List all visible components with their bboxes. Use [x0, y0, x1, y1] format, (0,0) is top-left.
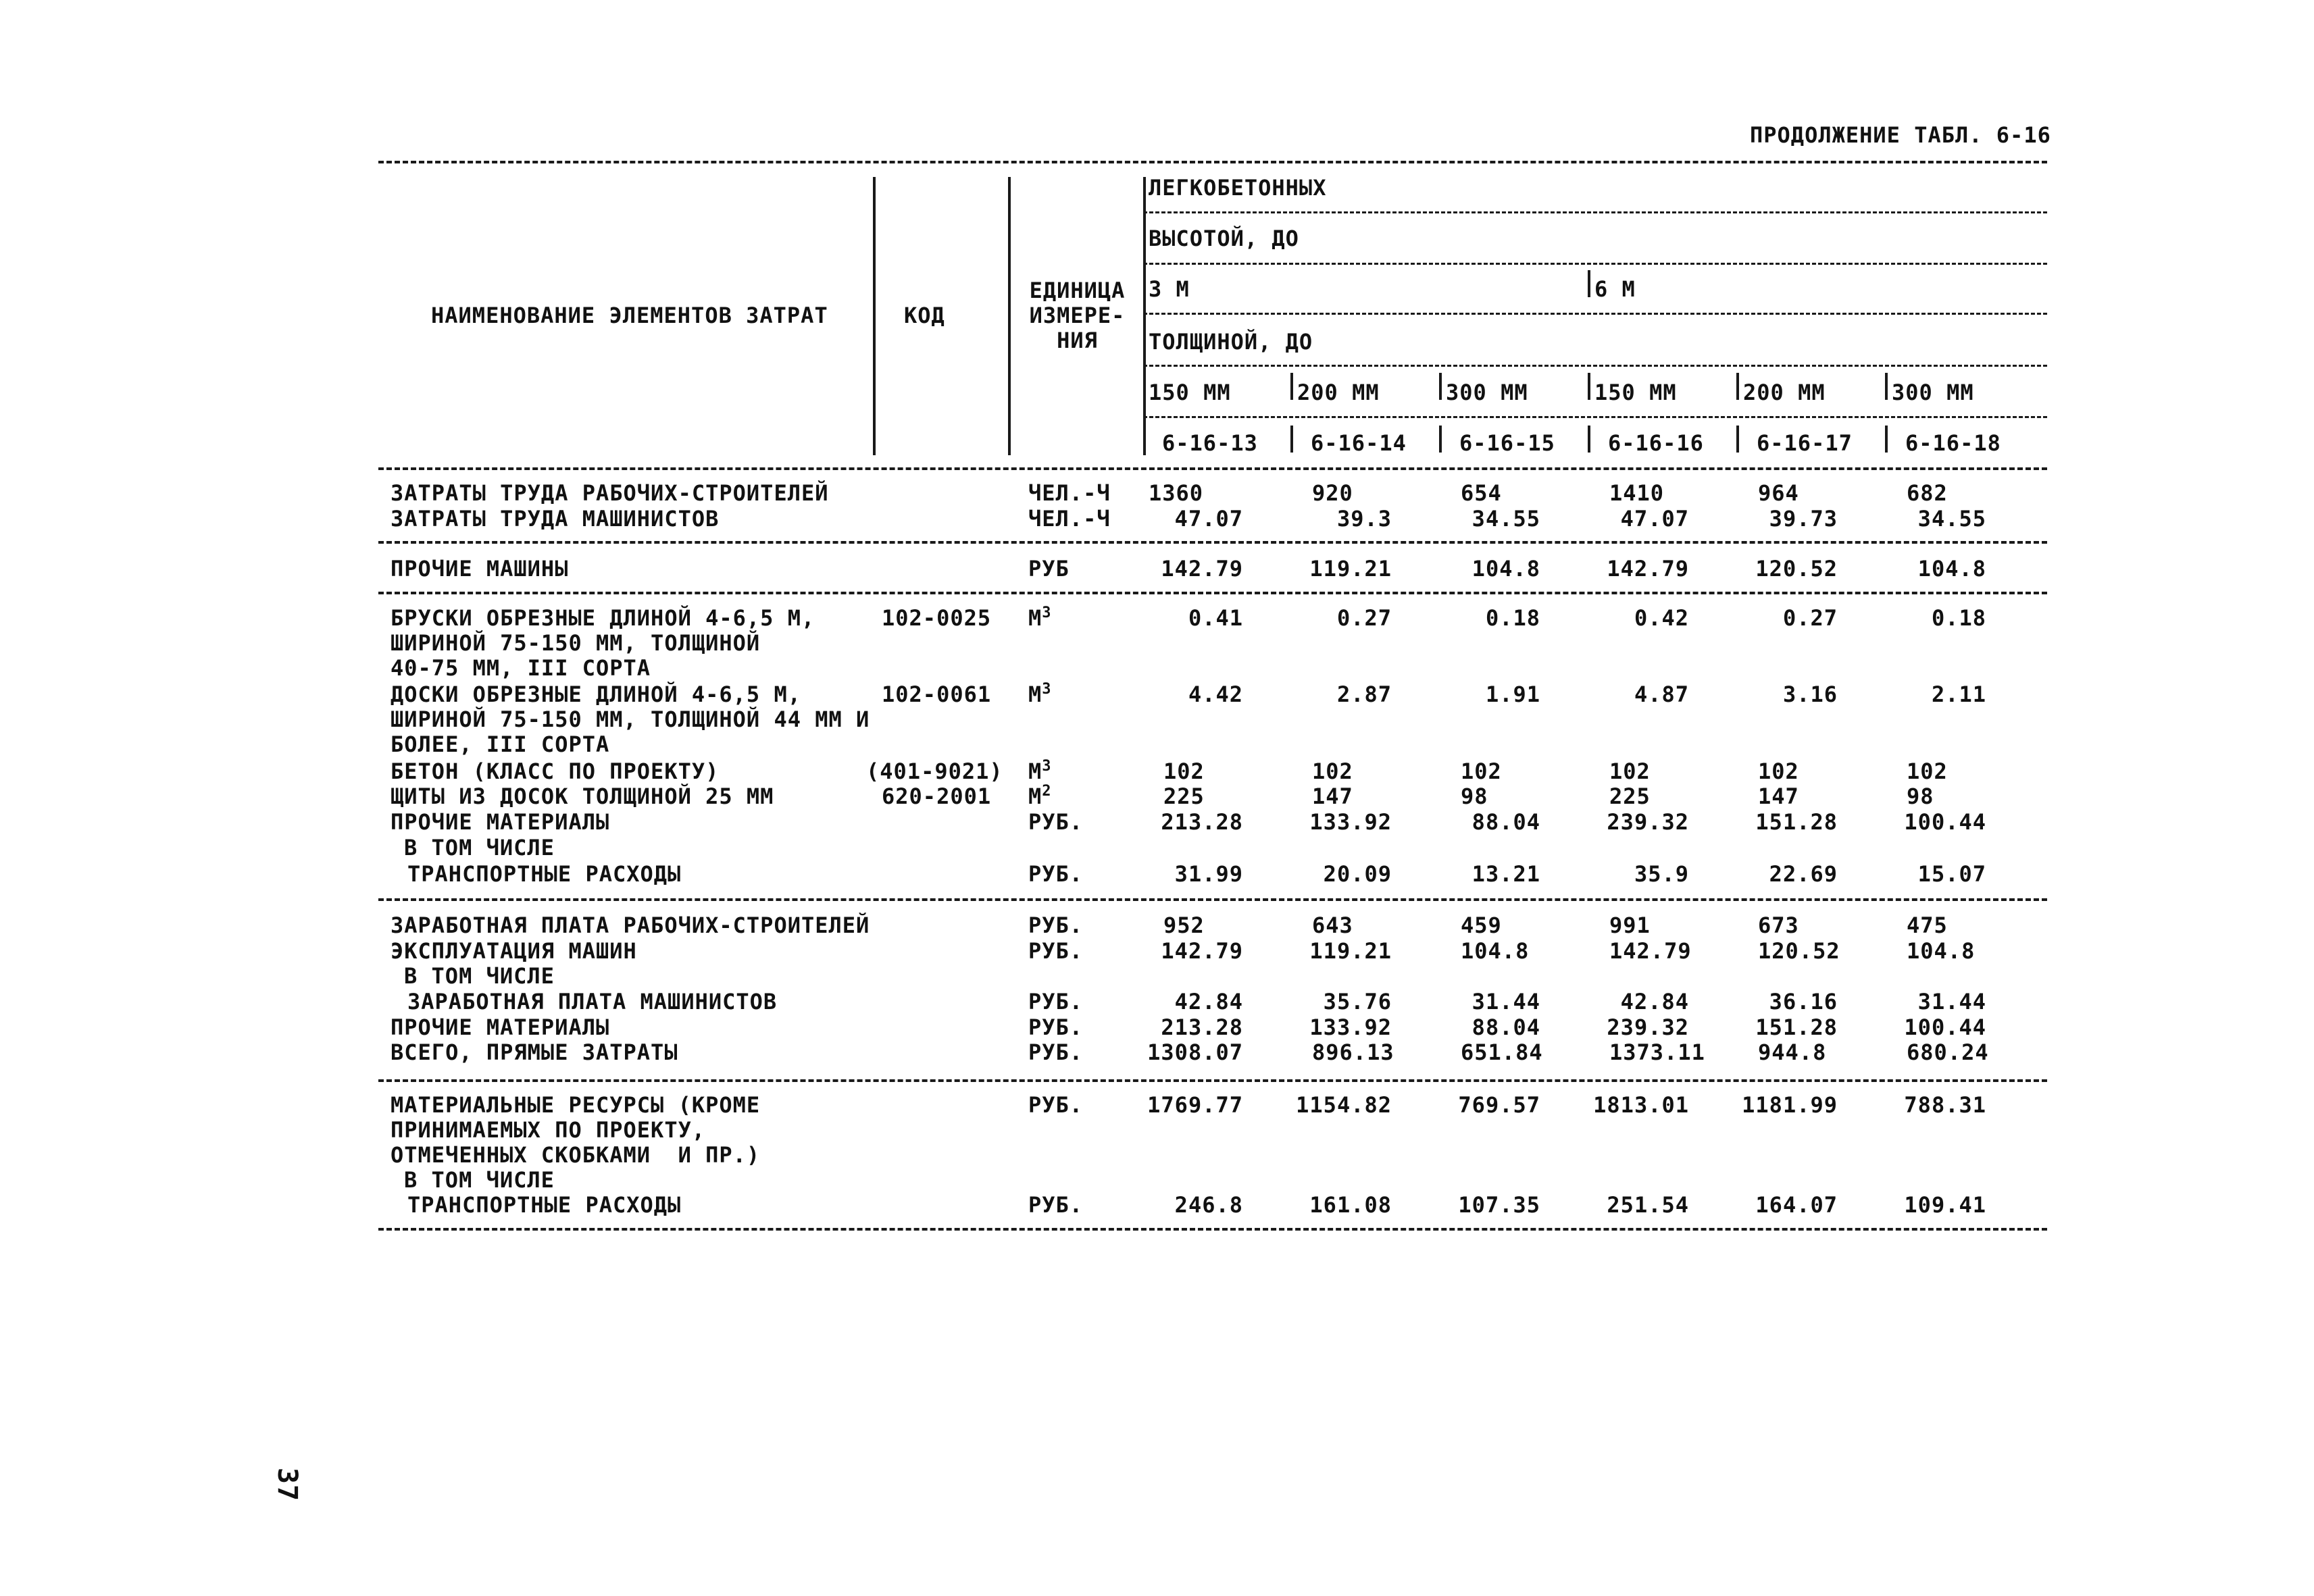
row-unit: РУБ.	[1028, 1014, 1084, 1040]
row-value: 251.54	[1607, 1192, 1689, 1218]
row-value: 102	[1758, 758, 1799, 784]
row-unit: ЧЕЛ.-Ч	[1028, 506, 1111, 532]
table-caption: ПРОДОЛЖЕНИЕ ТАБЛ. 6-16	[1750, 122, 2051, 148]
row-value: 142.79	[1161, 556, 1243, 582]
row-value: 651.84	[1461, 1039, 1543, 1065]
header-code: 6-16-14	[1311, 430, 1407, 456]
row-unit: РУБ.	[1028, 1092, 1084, 1118]
row-value: 1154.82	[1296, 1092, 1392, 1118]
row-unit: РУБ.	[1028, 861, 1084, 887]
row-value: 147	[1758, 783, 1799, 809]
row-code: (401-9021)	[866, 758, 1003, 784]
row-unit: ЧЕЛ.-Ч	[1028, 480, 1111, 506]
row-value: 100.44	[1904, 809, 1986, 835]
row-value: 673	[1758, 912, 1799, 938]
row-code: 102-0061	[882, 681, 992, 707]
header-group: ЛЕГКОБЕТОННЫХ	[1149, 175, 1327, 201]
row-value: 1813.01	[1593, 1092, 1689, 1118]
row-name: ПРОЧИЕ МАШИНЫ	[391, 556, 569, 582]
row-value: 2.11	[1931, 681, 1986, 707]
row-value: 1410	[1609, 480, 1665, 506]
row-unit: РУБ.	[1028, 1192, 1084, 1218]
row-unit: $М^3$	[1028, 604, 1052, 631]
row-value: 104.8	[1461, 938, 1530, 964]
row-value: 164.07	[1755, 1192, 1838, 1218]
row-value: 0.27	[1782, 605, 1838, 631]
row-name: ЩИТЫ ИЗ ДОСОК ТОЛЩИНОЙ 25 ММ	[391, 783, 774, 809]
row-unit: $М^3$	[1028, 758, 1052, 784]
header-rule	[1143, 365, 2047, 367]
row-name: В ТОМ ЧИСЛЕ	[404, 835, 555, 860]
header-divider	[1588, 426, 1590, 453]
row-value: 22.69	[1769, 861, 1838, 887]
row-value: 0.18	[1931, 605, 1986, 631]
header-thickness: 200 ММ	[1743, 380, 1826, 405]
row-value: 239.32	[1607, 1014, 1689, 1040]
row-value: 475	[1907, 912, 1948, 938]
row-value: 31.99	[1174, 861, 1243, 887]
row-name: ДОСКИ ОБРЕЗНЫЕ ДЛИНОЙ 4-6,5 М,	[391, 681, 801, 707]
row-value: 246.8	[1174, 1192, 1243, 1218]
row-name: В ТОМ ЧИСЛЕ	[404, 1167, 555, 1193]
header-divider	[1885, 373, 1888, 400]
header-divider	[1290, 373, 1293, 400]
row-value: 102	[1461, 758, 1502, 784]
page-number: 37	[272, 1467, 303, 1502]
row-value: 952	[1163, 912, 1205, 938]
row-unit: РУБ.	[1028, 989, 1084, 1014]
header-divider	[1736, 373, 1739, 400]
row-unit: $М^2$	[1028, 783, 1052, 809]
row-value: 88.04	[1472, 1014, 1540, 1040]
row-name: ВСЕГО, ПРЯМЫЕ ЗАТРАТЫ	[391, 1039, 678, 1065]
row-value: 643	[1312, 912, 1353, 938]
row-value: 31.44	[1472, 989, 1540, 1014]
row-unit: РУБ.	[1028, 809, 1084, 835]
row-value: 133.92	[1309, 1014, 1392, 1040]
row-value: 102	[1609, 758, 1651, 784]
row-value: 119.21	[1309, 556, 1392, 582]
row-value: 109.41	[1904, 1192, 1986, 1218]
row-value: 120.52	[1755, 556, 1838, 582]
row-value: 104.8	[1917, 556, 1986, 582]
row-name: ТРАНСПОРТНЫЕ РАСХОДЫ	[407, 1192, 682, 1218]
header-thickness: 150 ММ	[1594, 380, 1677, 405]
row-value: 654	[1461, 480, 1502, 506]
row-value: 964	[1758, 480, 1799, 506]
row-value: 0.42	[1634, 605, 1689, 631]
header-name-col: НАИМЕНОВАНИЕ ЭЛЕМЕНТОВ ЗАТРАТ	[431, 303, 828, 328]
row-value: 13.21	[1472, 861, 1540, 887]
row-value: 39.3	[1336, 506, 1392, 532]
row-value: 36.16	[1769, 989, 1838, 1014]
header-rule	[1143, 313, 2047, 315]
row-name: ЗАТРАТЫ ТРУДА МАШИНИСТОВ	[391, 506, 720, 532]
row-value: 142.79	[1161, 938, 1243, 964]
header-divider	[1588, 373, 1590, 400]
row-value: 682	[1907, 480, 1948, 506]
row-value: 1308.07	[1147, 1039, 1243, 1065]
header-rule	[1143, 211, 2047, 213]
row-name: ЗАРАБОТНАЯ ПЛАТА МАШИНИСТОВ	[407, 989, 778, 1014]
row-value: 98	[1907, 783, 1934, 809]
row-value: 225	[1609, 783, 1651, 809]
row-value: 107.35	[1458, 1192, 1540, 1218]
header-unit-col: НИЯ	[1057, 328, 1098, 353]
header-height-6: 6 М	[1594, 276, 1636, 302]
row-value: 1.91	[1485, 681, 1540, 707]
section-rule	[378, 1079, 2047, 1082]
header-divider	[1439, 373, 1442, 400]
row-name: БЕТОН (КЛАСС ПО ПРОЕКТУ)	[391, 758, 720, 784]
row-value: 0.18	[1485, 605, 1540, 631]
row-name: БОЛЕЕ, III СОРТА	[391, 731, 610, 757]
row-value: 98	[1461, 783, 1488, 809]
row-value: 31.44	[1917, 989, 1986, 1014]
row-unit: $М^3$	[1028, 681, 1052, 707]
row-value: 34.55	[1472, 506, 1540, 532]
header-divider	[1008, 177, 1011, 455]
row-value: 213.28	[1161, 1014, 1243, 1040]
row-name: 40-75 ММ, III СОРТА	[391, 655, 651, 681]
row-name: ПРОЧИЕ МАТЕРИАЛЫ	[391, 809, 610, 835]
row-unit: РУБ.	[1028, 912, 1084, 938]
header-thickness: 300 ММ	[1892, 380, 1974, 405]
row-value: 680.24	[1907, 1039, 1989, 1065]
header-unit-col: ЕДИНИЦА	[1029, 278, 1126, 303]
header-rule	[1143, 263, 2047, 265]
row-name: ЭКСПЛУАТАЦИЯ МАШИН	[391, 938, 637, 964]
row-value: 1360	[1149, 480, 1204, 506]
row-name: ЗАРАБОТНАЯ ПЛАТА РАБОЧИХ-СТРОИТЕЛЕЙ	[391, 912, 870, 938]
row-value: 4.42	[1188, 681, 1243, 707]
row-value: 788.31	[1904, 1092, 1986, 1118]
row-code: 620-2001	[882, 783, 992, 809]
row-value: 896.13	[1312, 1039, 1394, 1065]
header-code: 6-16-13	[1162, 430, 1258, 456]
row-value: 47.07	[1174, 506, 1243, 532]
row-value: 88.04	[1472, 809, 1540, 835]
section-rule	[378, 592, 2047, 594]
row-name: ШИРИНОЙ 75-150 ММ, ТОЛЩИНОЙ 44 ММ И	[391, 706, 870, 732]
header-divider	[1290, 426, 1293, 453]
row-value: 104.8	[1472, 556, 1540, 582]
row-value: 944.8	[1758, 1039, 1827, 1065]
row-value: 100.44	[1904, 1014, 1986, 1040]
header-divider	[1885, 426, 1888, 453]
row-value: 459	[1461, 912, 1502, 938]
row-value: 225	[1163, 783, 1205, 809]
row-value: 142.79	[1609, 938, 1692, 964]
row-value: 769.57	[1458, 1092, 1540, 1118]
row-unit: РУБ.	[1028, 938, 1084, 964]
row-value: 4.87	[1634, 681, 1689, 707]
header-divider	[1736, 426, 1739, 453]
row-value: 42.84	[1174, 989, 1243, 1014]
row-value: 42.84	[1620, 989, 1689, 1014]
row-value: 102	[1163, 758, 1205, 784]
row-value: 151.28	[1755, 809, 1838, 835]
header-divider	[1588, 270, 1590, 297]
header-divider	[873, 177, 876, 455]
header-top-rule	[378, 161, 2047, 163]
row-value: 102	[1312, 758, 1353, 784]
row-name: ПРОЧИЕ МАТЕРИАЛЫ	[391, 1014, 610, 1040]
header-rule	[1143, 416, 2047, 418]
header-code: 6-16-18	[1905, 430, 2001, 456]
row-value: 120.52	[1758, 938, 1840, 964]
row-name: ШИРИНОЙ 75-150 ММ, ТОЛЩИНОЙ	[391, 630, 761, 656]
header-code-col: КОД	[904, 303, 945, 328]
header-thickness: 200 ММ	[1297, 380, 1380, 405]
section-rule	[378, 898, 2047, 901]
row-name: ТРАНСПОРТНЫЕ РАСХОДЫ	[407, 861, 682, 887]
row-value: 147	[1312, 783, 1353, 809]
header-divider	[1439, 426, 1442, 453]
header-unit-col: ИЗМЕРЕ-	[1029, 303, 1126, 328]
row-value: 3.16	[1782, 681, 1838, 707]
header-height-label: ВЫСОТОЙ, ДО	[1149, 226, 1299, 251]
row-value: 213.28	[1161, 809, 1243, 835]
row-value: 161.08	[1309, 1192, 1392, 1218]
header-thickness-label: ТОЛЩИНОЙ, ДО	[1149, 329, 1313, 355]
table-bottom-rule	[378, 1228, 2047, 1231]
row-value: 142.79	[1607, 556, 1689, 582]
row-name: ЗАТРАТЫ ТРУДА РАБОЧИХ-СТРОИТЕЛЕЙ	[391, 480, 829, 506]
row-value: 1181.99	[1742, 1092, 1838, 1118]
row-value: 151.28	[1755, 1014, 1838, 1040]
row-value: 0.27	[1336, 605, 1392, 631]
header-code: 6-16-16	[1608, 430, 1704, 456]
header-divider	[1143, 177, 1146, 455]
row-value: 0.41	[1188, 605, 1243, 631]
row-value: 34.55	[1917, 506, 1986, 532]
row-name: ОТМЕЧЕННЫХ СКОБКАМИ И ПР.)	[391, 1142, 761, 1168]
row-value: 119.21	[1309, 938, 1392, 964]
row-value: 239.32	[1607, 809, 1689, 835]
row-code: 102-0025	[882, 605, 992, 631]
header-bottom-rule	[378, 467, 2047, 470]
row-unit: РУБ	[1028, 556, 1070, 582]
row-value: 1769.77	[1147, 1092, 1243, 1118]
row-value: 920	[1312, 480, 1353, 506]
row-value: 47.07	[1620, 506, 1689, 532]
header-code: 6-16-17	[1757, 430, 1853, 456]
row-value: 20.09	[1323, 861, 1392, 887]
row-value: 133.92	[1309, 809, 1392, 835]
row-value: 15.07	[1917, 861, 1986, 887]
row-name: В ТОМ ЧИСЛЕ	[404, 963, 555, 989]
row-name: ПРИНИМАЕМЫХ ПО ПРОЕКТУ,	[391, 1117, 706, 1143]
row-value: 2.87	[1336, 681, 1392, 707]
header-code: 6-16-15	[1459, 430, 1555, 456]
header-height-3: 3 М	[1149, 276, 1190, 302]
row-value: 102	[1907, 758, 1948, 784]
row-name: МАТЕРИАЛЬНЫЕ РЕСУРСЫ (КРОМЕ	[391, 1092, 761, 1118]
row-unit: РУБ.	[1028, 1039, 1084, 1065]
row-value: 39.73	[1769, 506, 1838, 532]
row-value: 1373.11	[1609, 1039, 1705, 1065]
header-thickness: 300 ММ	[1446, 380, 1528, 405]
row-value: 35.9	[1634, 861, 1689, 887]
header-thickness: 150 ММ	[1149, 380, 1231, 405]
row-value: 35.76	[1323, 989, 1392, 1014]
row-value: 104.8	[1907, 938, 1976, 964]
row-value: 991	[1609, 912, 1651, 938]
row-name: БРУСКИ ОБРЕЗНЫЕ ДЛИНОЙ 4-6,5 М,	[391, 605, 815, 631]
section-rule	[378, 541, 2047, 544]
